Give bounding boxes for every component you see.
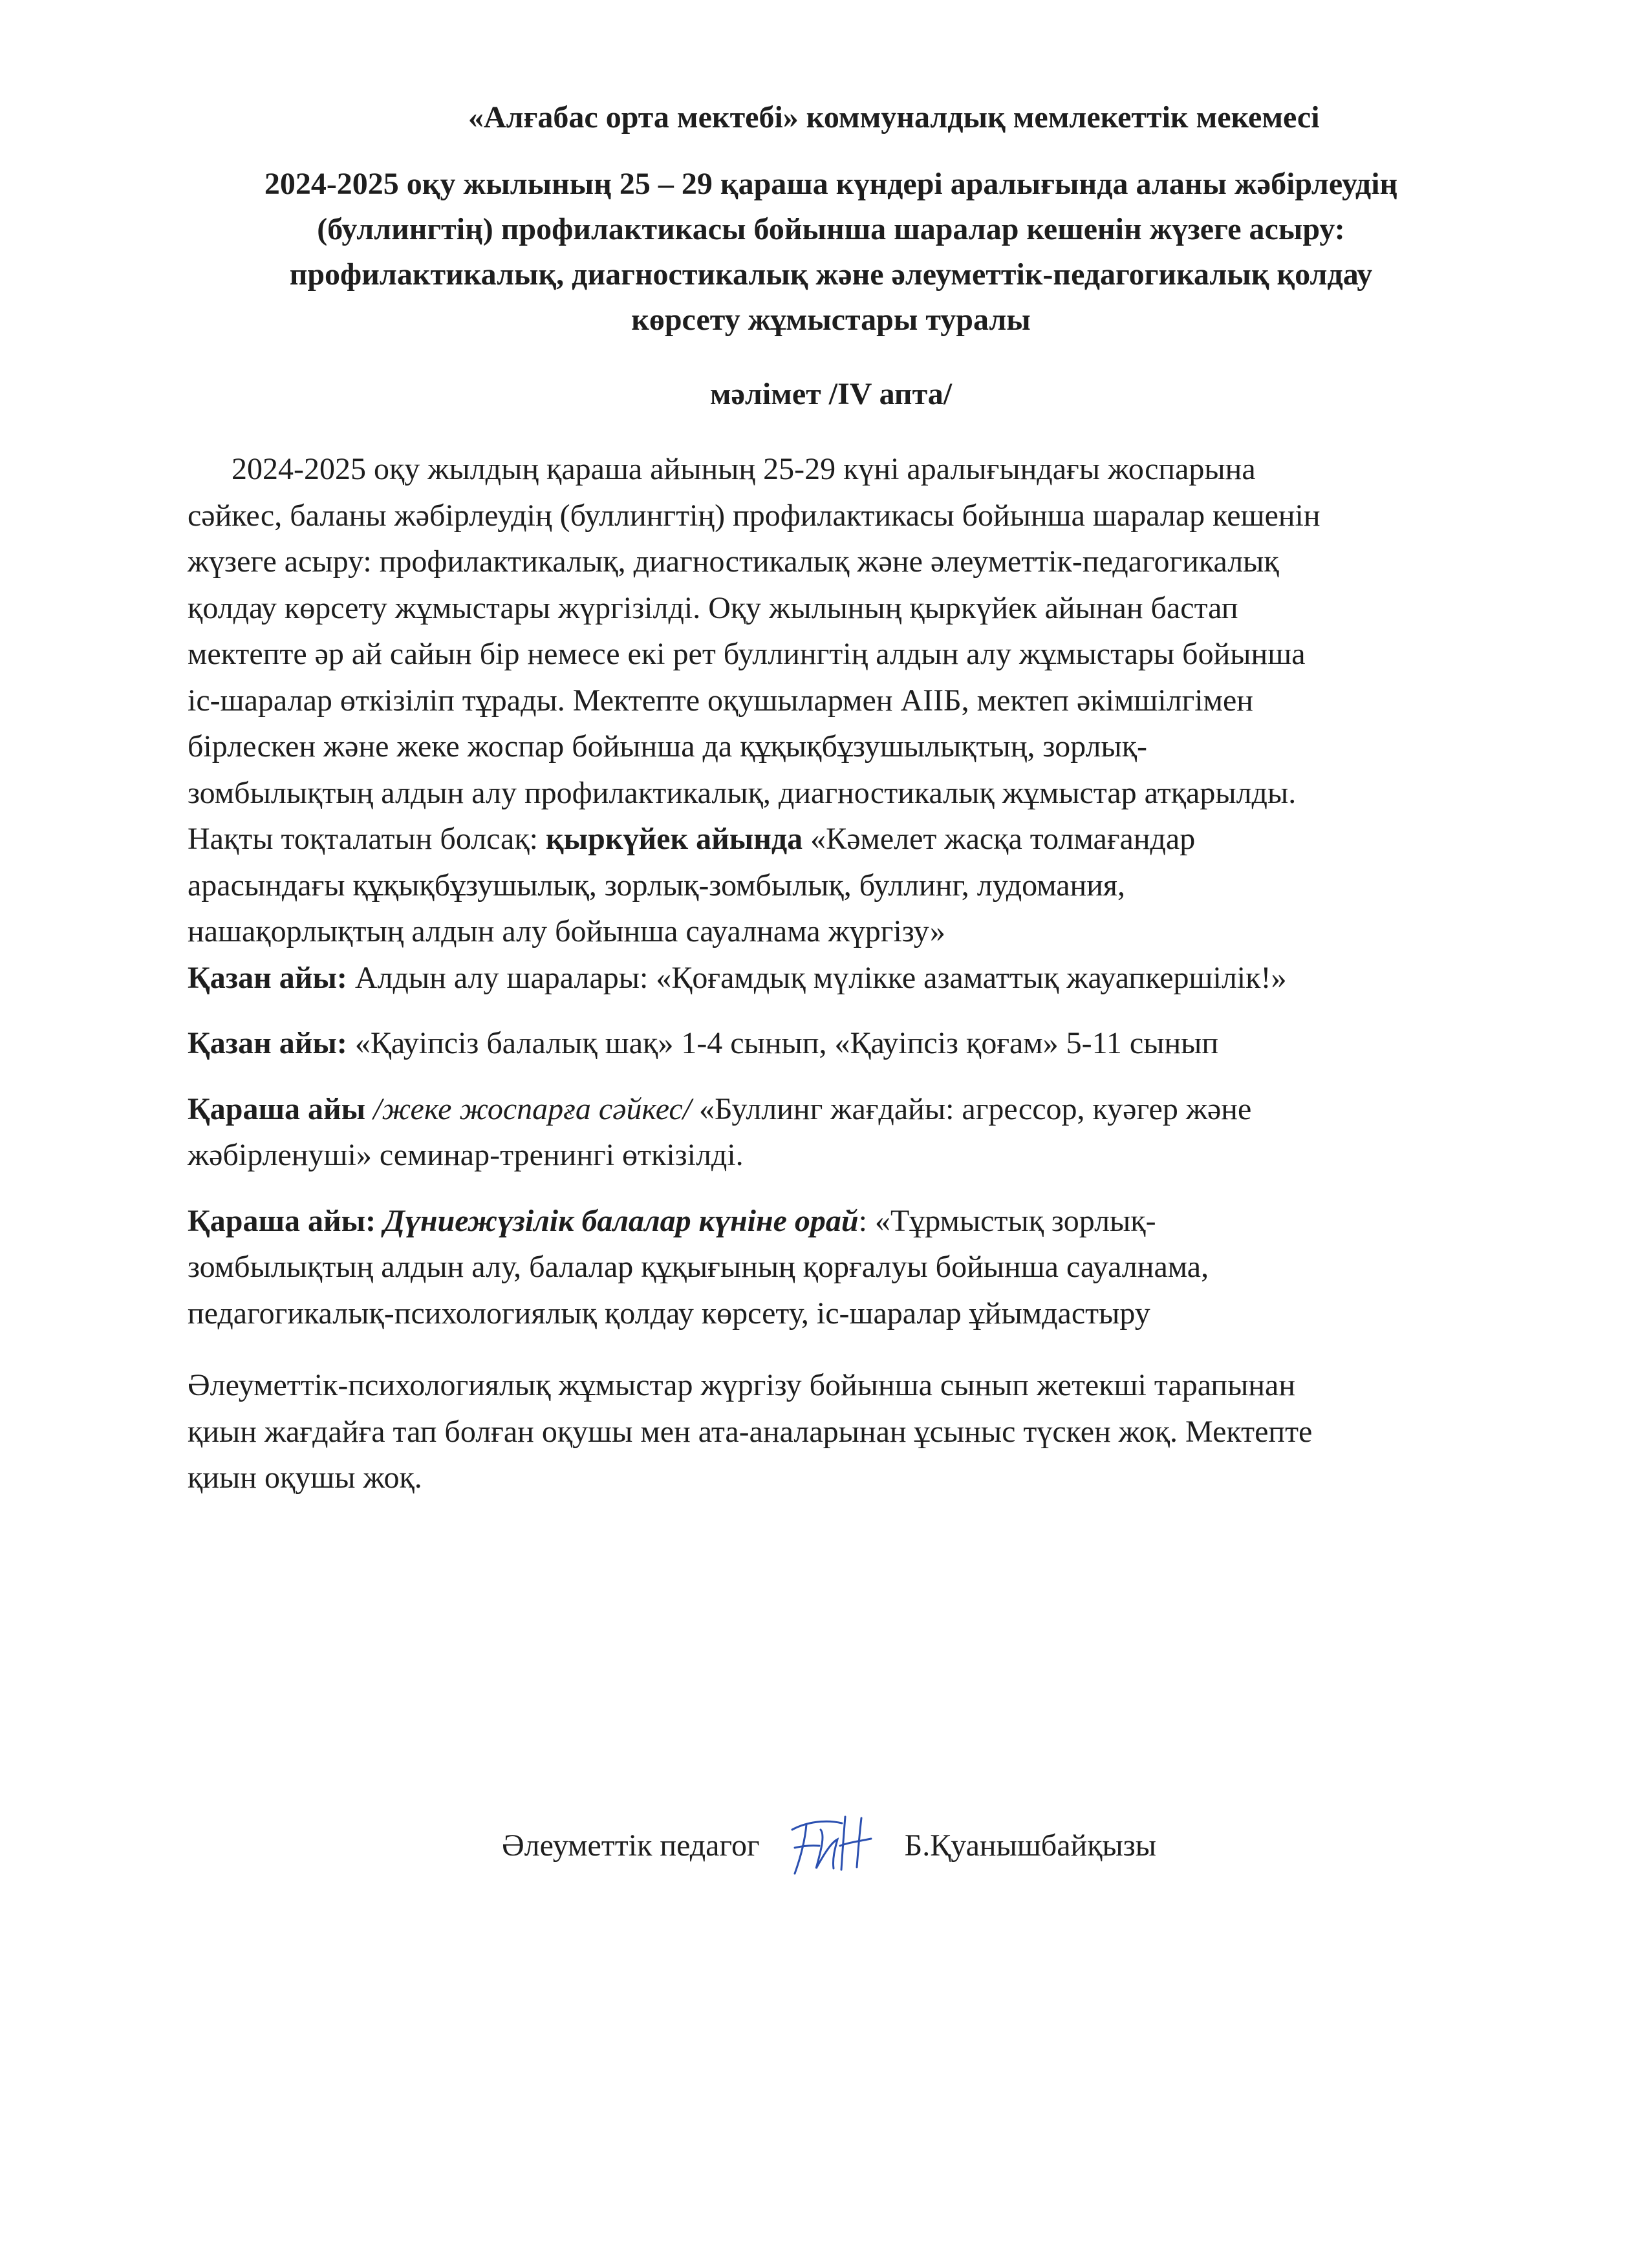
paragraph-line: сәйкес, баланы жәбірлеудің (буллингтің) профилактикасы бойынша шаралар кешенін [188, 498, 1320, 533]
item-text: : «Тұрмыстық зорлық- [858, 1203, 1156, 1238]
item-text: «Буллинг жағдайы: агрессор, куәгер және [691, 1091, 1252, 1126]
title-line: көрсету жұмыстары туралы [631, 303, 1031, 337]
paragraph-line: зомбылықтың алдын алу, балалар құқығының қорғалуы бойынша сауалнама, [188, 1250, 1209, 1284]
month-label: Қазан айы: [188, 1026, 347, 1060]
italic-occasion: Дүниежүзілік балалар күніне орай [376, 1203, 859, 1238]
october-item-2 [188, 1020, 1571, 1067]
paragraph-line: бірлескен және жеке жоспар бойынша да құқықбұзушылықтың, зорлық- [188, 729, 1148, 764]
title-line: (буллингтің) профилактикасы бойынша шаралар кешенін жүзеге асыру: [317, 212, 1345, 246]
october-item-1 [188, 955, 1571, 1001]
paragraph-text: «Кәмелет жасқа толмағандар [803, 822, 1196, 856]
paragraph-line: нашақорлықтың алдын алу бойынша сауалнама жүргізу» [188, 914, 945, 948]
month-label: Қараша айы: [188, 1203, 376, 1238]
document-subtitle: мәлімет /IV апта/ [709, 377, 953, 411]
paragraph-line: педагогикалық-психологиялық қолдау көрсету, іс-шаралар ұйымдастыру [188, 1296, 1150, 1331]
paragraph-line: жүзеге асыру: профилактикалық, диагностикалық және әлеуметтік-педагогикалық [188, 544, 1279, 579]
paragraph-line: жәбірленуші» семинар-тренингі өткізілді. [188, 1138, 744, 1172]
paragraph-line [188, 816, 1571, 862]
signer-name: Б.Қуанышбайқызы [904, 1828, 1156, 1863]
title-line: профилактикалық, диагностикалық және әлеуметтік-педагогикалық қолдау [289, 257, 1373, 292]
bold-month: қыркүйек айында [546, 822, 803, 856]
organization-name: «Алғабас орта мектебі» коммуналдық мемлекеттік мекемесі [468, 100, 1320, 134]
paragraph-line: мектепте әр ай сайын бір немесе екі рет буллингтің алдын алу жұмыстары бойынша [188, 637, 1306, 671]
paragraph-line: зомбылықтың алдын алу профилактикалық, диагностикалық жұмыстар атқарылды. [188, 775, 1297, 810]
paragraph-line: қиын оқушы жоқ. [188, 1460, 422, 1495]
item-text: Алдын алу шаралары: «Қоғамдық мүлікке азаматтық жауапкершілік!» [347, 960, 1287, 995]
handwritten-signature [781, 1810, 878, 1881]
item-text: «Қауіпсіз балалық шақ» 1-4 сынып, «Қауіпсіз қоғам» 5-11 сынып [347, 1026, 1219, 1060]
title-line: 2024-2025 оқу жылының 25 – 29 қараша күндері аралығында аланы жәбірлеудің [264, 167, 1398, 201]
november-item-2 [188, 1198, 1571, 1245]
november-item-1 [188, 1086, 1571, 1133]
signature-block [502, 1810, 1156, 1881]
paragraph-line: қолдау көрсету жұмыстары жүргізілді. Оқу жылының қыркүйек айынан бастап [188, 590, 1238, 625]
paragraph-line: 2024-2025 оқу жылдың қараша айының 25-29 күні аралығындағы жоспарына [232, 452, 1256, 486]
signer-role: Әлеуметтік педагог [502, 1828, 760, 1863]
month-label: Қазан айы: [188, 960, 347, 995]
italic-note: /жеке жоспарға сәйкес/ [365, 1091, 692, 1126]
document-title [168, 162, 1494, 343]
document-body [188, 446, 1571, 1501]
month-label: Қараша айы [188, 1091, 366, 1126]
paragraph-line: іс-шаралар өткізіліп тұрады. Мектепте оқушылармен АІІБ, мектеп әкімшілгімен [188, 683, 1253, 718]
paragraph-line: арасындағы құқықбұзушылық, зорлық-зомбылық, буллинг, лудомания, [188, 868, 1126, 903]
paragraph-line: Әлеуметтік-психологиялық жұмыстар жүргізу бойынша сынып жетекші тарапынан [188, 1368, 1295, 1402]
paragraph-line: қиын жағдайға тап болған оқушы мен ата-аналарынан ұсыныс түскен жоқ. Мектепте [188, 1414, 1313, 1449]
paragraph-text: Нақты тоқталатын болсақ: [188, 822, 546, 856]
